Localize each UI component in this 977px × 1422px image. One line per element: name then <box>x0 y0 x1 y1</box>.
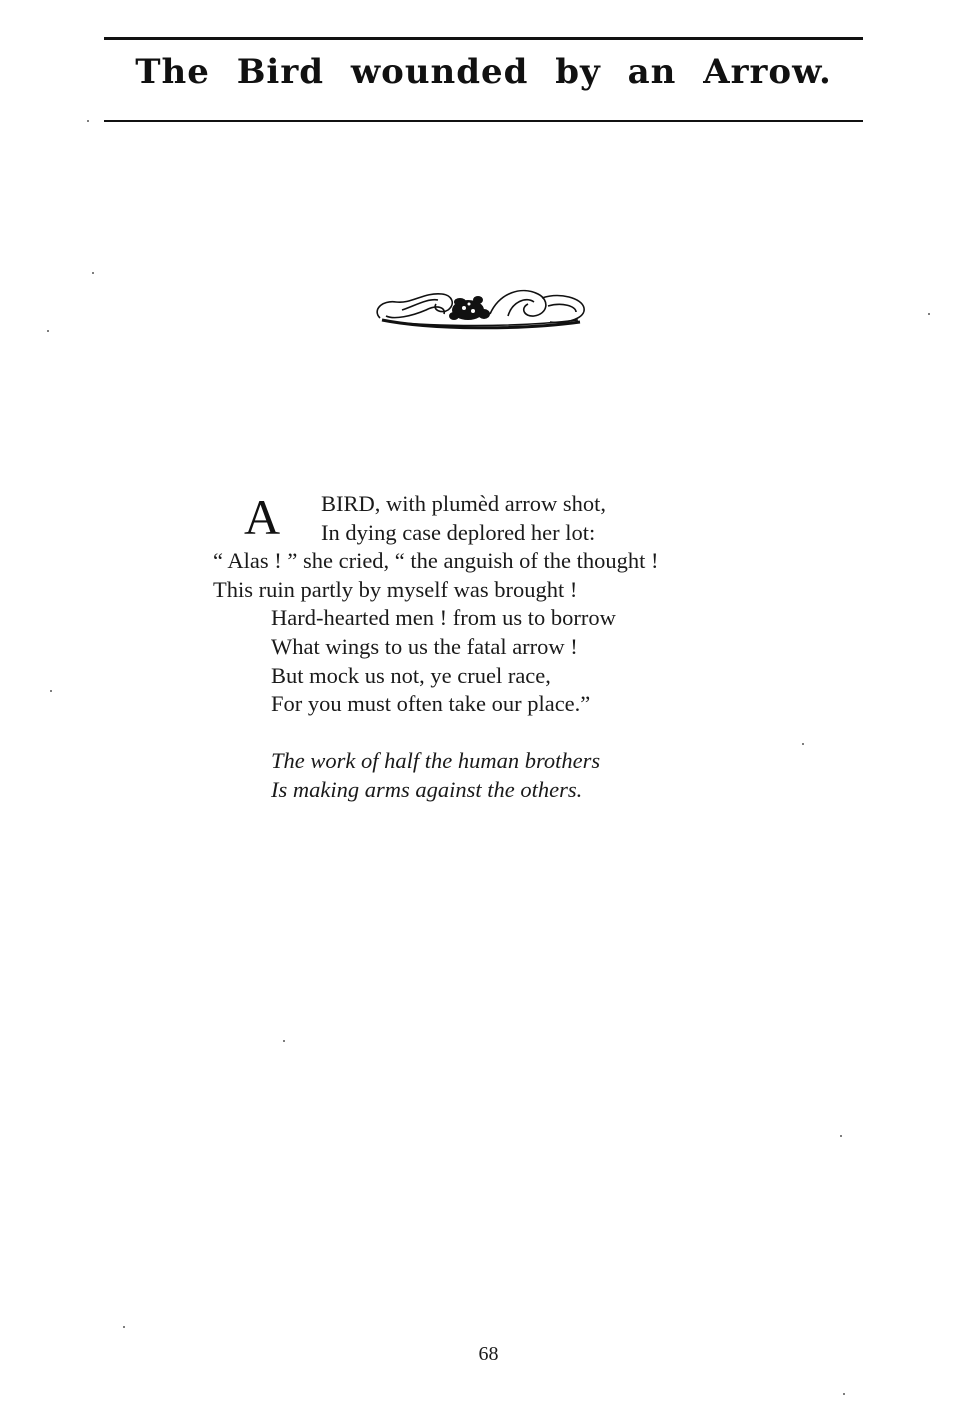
scan-speck <box>840 1135 842 1137</box>
drop-cap: A <box>244 489 281 545</box>
scan-speck <box>283 1040 285 1042</box>
scan-speck <box>802 743 804 745</box>
scan-speck <box>50 690 52 692</box>
poem-line: BIRD, with plumèd arrow shot, <box>321 491 606 516</box>
poem-line: What wings to us the fatal arrow ! <box>271 633 578 659</box>
scan-speck <box>843 1393 845 1395</box>
header-rule-top <box>104 37 863 40</box>
moral <box>271 747 600 804</box>
scan-speck <box>928 313 930 315</box>
poem-line: For you must often take our place.” <box>271 691 591 717</box>
poem-line: “ Alas ! ” she cried, “ the anguish of the thought ! <box>213 548 659 574</box>
scan-speck <box>87 120 89 122</box>
scan-speck <box>92 272 94 274</box>
scan-speck <box>123 1326 125 1328</box>
poem-line: But mock us not, ye cruel race, <box>271 662 551 688</box>
poem-line: Hard-hearted men ! from us to borrow <box>271 605 616 631</box>
scroll-ornament-icon <box>372 280 590 332</box>
page-title: The Bird wounded by an Arrow. <box>135 52 832 92</box>
moral-line: The work of half the human brothers <box>271 748 601 773</box>
poem <box>213 490 659 719</box>
page-number: 68 <box>478 1343 499 1365</box>
moral-line: Is making arms against the others. <box>271 776 583 802</box>
poem-line: This ruin partly by myself was brought ! <box>213 576 578 602</box>
poem-line: In dying case deplored her lot: <box>321 519 596 545</box>
header-rule-bottom <box>104 120 863 122</box>
scan-speck <box>47 330 49 332</box>
